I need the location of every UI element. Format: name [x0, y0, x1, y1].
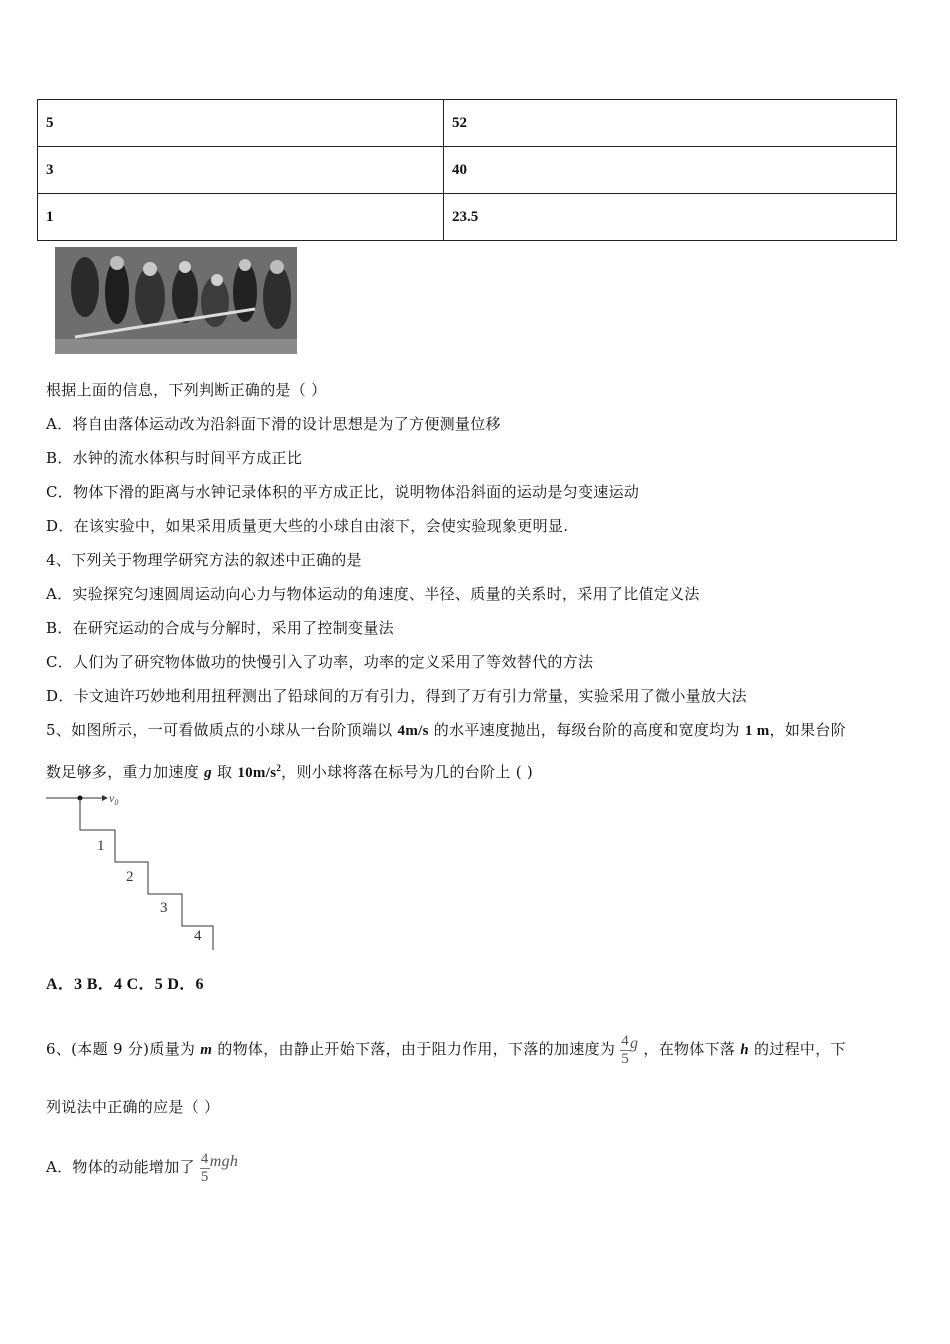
question-4-option-d: D．卡文迪许巧妙地利用扭秤测出了铅球间的万有引力，得到了万有引力常量，实验采用了微小量放大法	[46, 687, 747, 705]
step-label: 3	[160, 900, 168, 916]
text-span: 6、(本题 9 分)质量为	[46, 1040, 201, 1058]
table-row	[38, 100, 897, 147]
table-cell: 52	[444, 100, 897, 147]
question-4-option-b: B．在研究运动的合成与分解时，采用了控制变量法	[46, 619, 394, 637]
fraction-denominator: 5	[621, 1050, 630, 1067]
fraction-variable: mgh	[209, 1153, 239, 1170]
photo-figures	[55, 247, 297, 354]
arrow-head-icon	[102, 795, 108, 801]
question-4-stem: 4、下列关于物理学研究方法的叙述中正确的是	[46, 551, 362, 569]
text-span: 5、如图所示，一可看做质点的小球从一台阶顶端以	[46, 721, 398, 739]
speed-value: 4m/s	[397, 723, 429, 739]
question-4-option-c: C．人们为了研究物体做功的快慢引入了功率，功率的定义采用了等效替代的方法	[46, 653, 594, 671]
table-cell: 5	[38, 100, 444, 147]
table-cell: 1	[38, 194, 444, 241]
text-span: 取	[211, 763, 238, 781]
step-label: 4	[194, 928, 202, 944]
historical-photo	[55, 247, 297, 354]
step-label: 1	[97, 838, 105, 854]
staircase-figure	[40, 785, 230, 955]
text-span: ，则小球将落在标号为几的台阶上 ( )	[281, 763, 534, 781]
question-3-option-b: B．水钟的流水体积与时间平方成正比	[46, 449, 303, 467]
table-row	[38, 147, 897, 194]
step-size-value: 1 m	[744, 723, 770, 739]
fraction-denominator: 5	[200, 1168, 209, 1185]
data-table	[37, 99, 897, 241]
text-span: ，在物体下落	[638, 1040, 741, 1058]
text-span: 数足够多，重力加速度	[46, 763, 205, 781]
step-label: 2	[126, 869, 134, 885]
exponent: 2	[276, 763, 282, 773]
question-6-option-a	[46, 1128, 238, 1196]
text-span: 的物体，由静止开始下落，由于阻力作用，下落的加速度为	[212, 1040, 621, 1058]
acceleration-fraction	[620, 1033, 630, 1068]
question-5-line-1	[46, 720, 846, 741]
energy-fraction	[200, 1151, 210, 1186]
fraction-numerator: 4	[621, 1032, 630, 1049]
fraction-variable: g	[630, 1035, 639, 1052]
question-6-line-2: 列说法中正确的应是（ ）	[46, 1098, 220, 1116]
table-cell: 23.5	[444, 194, 897, 241]
question-3-option-c: C．物体下滑的距离与水钟记录体积的平方成正比，说明物体沿斜面的运动是匀变速运动	[46, 483, 640, 501]
table-cell: 40	[444, 147, 897, 194]
question-4-option-a: A．实验探究匀速圆周运动向心力与物体运动的角速度、半径、质量的关系时，采用了比值定义法	[46, 585, 700, 603]
question-3-stem: 根据上面的信息，下列判断正确的是（ ）	[46, 381, 327, 399]
question-5-options: A．3 B．4 C．5 D．6	[46, 976, 204, 993]
gravity-symbol: g	[204, 765, 212, 781]
table-cell: 3	[38, 147, 444, 194]
fraction-numerator: 4	[200, 1150, 209, 1167]
v0-label: $v_0$	[109, 791, 119, 807]
table-row	[38, 194, 897, 241]
text-span: ，如果台阶	[769, 721, 847, 739]
text-span: 的水平速度抛出，每级台阶的高度和宽度均为	[428, 721, 745, 739]
height-symbol: h	[740, 1042, 749, 1058]
question-3-option-d: D．在该实验中，如果采用质量更大些的小球自由滚下，会使实验现象更明显.	[46, 517, 569, 535]
question-3-option-a: A．将自由落体运动改为沿斜面下滑的设计思想是为了方便测量位移	[46, 415, 501, 433]
mass-symbol: m	[200, 1042, 213, 1058]
text-span: 的过程中，下	[748, 1040, 846, 1058]
question-6-line-1	[46, 1010, 846, 1078]
text-span: A．物体的动能增加了	[46, 1158, 200, 1176]
question-5-line-2	[46, 758, 533, 783]
gravity-value: 10m/s	[237, 765, 277, 781]
